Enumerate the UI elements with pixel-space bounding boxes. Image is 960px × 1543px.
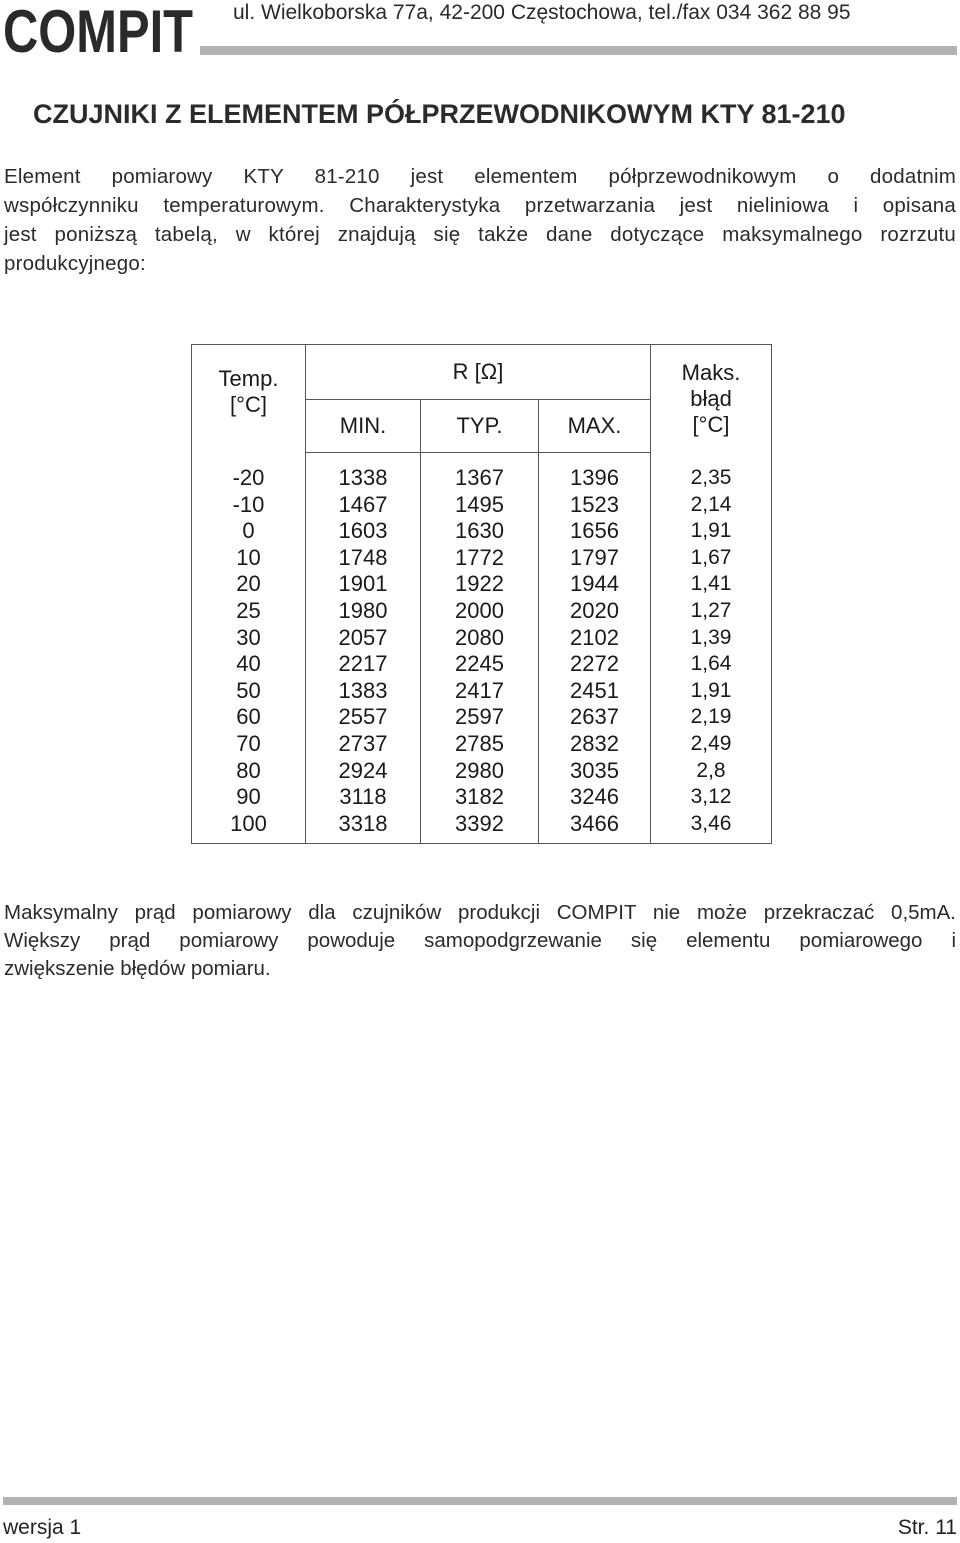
note-line: Maksymalny prąd pomiarowy dla czujników produkcji COMPIT nie może przekraczać 0,5mA. bbox=[4, 901, 956, 924]
max-cell: 3246 bbox=[539, 784, 651, 811]
table-row bbox=[192, 492, 772, 519]
typ-cell: 1922 bbox=[421, 571, 539, 598]
error-cell: 1,64 bbox=[651, 651, 772, 678]
temp-header-line: Temp. bbox=[218, 365, 279, 391]
temp-cell: 40 bbox=[192, 651, 306, 678]
min-cell: 2057 bbox=[306, 625, 421, 652]
max-cell: 2102 bbox=[539, 625, 651, 652]
table-row bbox=[192, 571, 772, 598]
temp-cell: 50 bbox=[192, 678, 306, 705]
error-cell: 2,19 bbox=[651, 704, 772, 731]
version-label: wersja 1 bbox=[3, 1516, 82, 1539]
table-row bbox=[192, 598, 772, 625]
error-cell: 1,91 bbox=[651, 678, 772, 705]
min-cell: 2737 bbox=[306, 731, 421, 758]
table-row bbox=[192, 518, 772, 545]
max-cell: 2451 bbox=[539, 678, 651, 705]
temp-cell: 30 bbox=[192, 625, 306, 652]
intro-line: produkcyjnego: bbox=[4, 252, 146, 275]
temp-cell: 10 bbox=[192, 545, 306, 572]
min-cell: 2557 bbox=[306, 704, 421, 731]
kty-characteristic-table bbox=[191, 344, 772, 844]
typ-cell: 2000 bbox=[421, 598, 539, 625]
max-cell: 2020 bbox=[539, 598, 651, 625]
error-header-line: błąd bbox=[690, 385, 732, 411]
max-cell: 3466 bbox=[539, 811, 651, 844]
compit-logo bbox=[3, 0, 195, 65]
intro-line: Element pomiarowy KTY 81-210 jest elementem półprzewodnikowym o dodatnim bbox=[4, 165, 956, 188]
min-cell: 1603 bbox=[306, 518, 421, 545]
table-row bbox=[192, 811, 772, 844]
table-row bbox=[192, 678, 772, 705]
resistance-group-header: R [Ω] bbox=[306, 345, 651, 400]
table-row bbox=[192, 453, 772, 492]
max-cell: 1656 bbox=[539, 518, 651, 545]
typ-cell: 1630 bbox=[421, 518, 539, 545]
min-cell: 1980 bbox=[306, 598, 421, 625]
error-cell: 1,67 bbox=[651, 545, 772, 572]
error-cell: 1,39 bbox=[651, 625, 772, 652]
compit-logo-graphic bbox=[3, 0, 195, 65]
max-cell: 3035 bbox=[539, 758, 651, 785]
error-header-line: Maks. bbox=[681, 359, 741, 385]
note-line: zwiększenie błędów pomiaru. bbox=[4, 957, 271, 980]
intro-line: jest poniższą tabelą, w której znajdują się także dane dotyczące maksymalnego rozrzutu bbox=[4, 223, 956, 246]
max-cell: 1944 bbox=[539, 571, 651, 598]
temp-column-header bbox=[192, 345, 306, 453]
typ-cell: 1772 bbox=[421, 545, 539, 572]
table-row bbox=[192, 758, 772, 785]
typ-cell: 2785 bbox=[421, 731, 539, 758]
min-cell: 1338 bbox=[306, 453, 421, 492]
table-row bbox=[192, 784, 772, 811]
min-cell: 3318 bbox=[306, 811, 421, 844]
error-cell: 1,41 bbox=[651, 571, 772, 598]
min-cell: 1901 bbox=[306, 571, 421, 598]
temp-cell: 70 bbox=[192, 731, 306, 758]
max-cell: 2832 bbox=[539, 731, 651, 758]
max-cell: 2272 bbox=[539, 651, 651, 678]
table-row bbox=[192, 651, 772, 678]
typ-cell: 2417 bbox=[421, 678, 539, 705]
typ-cell: 1367 bbox=[421, 453, 539, 492]
company-address: ul. Wielkoborska 77a, 42-200 Częstochowa, tel./fax 034 362 88 95 bbox=[233, 1, 851, 24]
table-body bbox=[192, 453, 772, 844]
footer-rule bbox=[3, 1497, 957, 1505]
temp-cell: -20 bbox=[192, 453, 306, 492]
max-cell: 1797 bbox=[539, 545, 651, 572]
typ-cell: 2980 bbox=[421, 758, 539, 785]
note-line: Większy prąd pomiarowy powoduje samopodgrzewanie się elementu pomiarowego i bbox=[4, 929, 956, 952]
typ-cell: 2080 bbox=[421, 625, 539, 652]
error-cell: 2,35 bbox=[651, 453, 772, 492]
intro-line: współczynniku temperaturowym. Charakterystyka przetwarzania jest nieliniowa i opisana bbox=[4, 194, 956, 217]
temp-cell: 25 bbox=[192, 598, 306, 625]
header-rule bbox=[200, 46, 957, 55]
page-title: CZUJNIKI Z ELEMENTEM PÓŁPRZEWODNIKOWYM KTY 81-210 bbox=[33, 99, 846, 129]
typ-cell: 2245 bbox=[421, 651, 539, 678]
temp-header-unit: [°C] bbox=[230, 391, 267, 417]
table-row bbox=[192, 704, 772, 731]
temp-cell: -10 bbox=[192, 492, 306, 519]
error-cell: 1,91 bbox=[651, 518, 772, 545]
error-cell: 1,27 bbox=[651, 598, 772, 625]
min-cell: 2217 bbox=[306, 651, 421, 678]
typ-cell: 2597 bbox=[421, 704, 539, 731]
min-cell: 3118 bbox=[306, 784, 421, 811]
table-row bbox=[192, 731, 772, 758]
typ-column-header: TYP. bbox=[421, 400, 539, 453]
typ-cell: 3392 bbox=[421, 811, 539, 844]
current-note-paragraph bbox=[4, 899, 956, 983]
temp-cell: 20 bbox=[192, 571, 306, 598]
max-cell: 1523 bbox=[539, 492, 651, 519]
table-row bbox=[192, 545, 772, 572]
min-cell: 1748 bbox=[306, 545, 421, 572]
min-cell: 1383 bbox=[306, 678, 421, 705]
typ-cell: 1495 bbox=[421, 492, 539, 519]
max-cell: 2637 bbox=[539, 704, 651, 731]
error-header-unit: [°C] bbox=[692, 411, 730, 437]
temp-cell: 0 bbox=[192, 518, 306, 545]
temp-cell: 100 bbox=[192, 811, 306, 844]
temp-cell: 60 bbox=[192, 704, 306, 731]
table-row bbox=[192, 625, 772, 652]
max-error-column-header bbox=[651, 345, 772, 453]
typ-cell: 3182 bbox=[421, 784, 539, 811]
temp-cell: 80 bbox=[192, 758, 306, 785]
error-cell: 3,12 bbox=[651, 784, 772, 811]
max-column-header: MAX. bbox=[539, 400, 651, 453]
logo-text: COMPIT bbox=[3, 0, 193, 65]
min-column-header: MIN. bbox=[306, 400, 421, 453]
error-cell: 2,14 bbox=[651, 492, 772, 519]
error-cell: 2,8 bbox=[651, 758, 772, 785]
error-cell: 2,49 bbox=[651, 731, 772, 758]
error-cell: 3,46 bbox=[651, 811, 772, 844]
temp-cell: 90 bbox=[192, 784, 306, 811]
page-number: Str. 11 bbox=[897, 1516, 957, 1539]
intro-paragraph bbox=[4, 162, 956, 278]
min-cell: 1467 bbox=[306, 492, 421, 519]
min-cell: 2924 bbox=[306, 758, 421, 785]
max-cell: 1396 bbox=[539, 453, 651, 492]
